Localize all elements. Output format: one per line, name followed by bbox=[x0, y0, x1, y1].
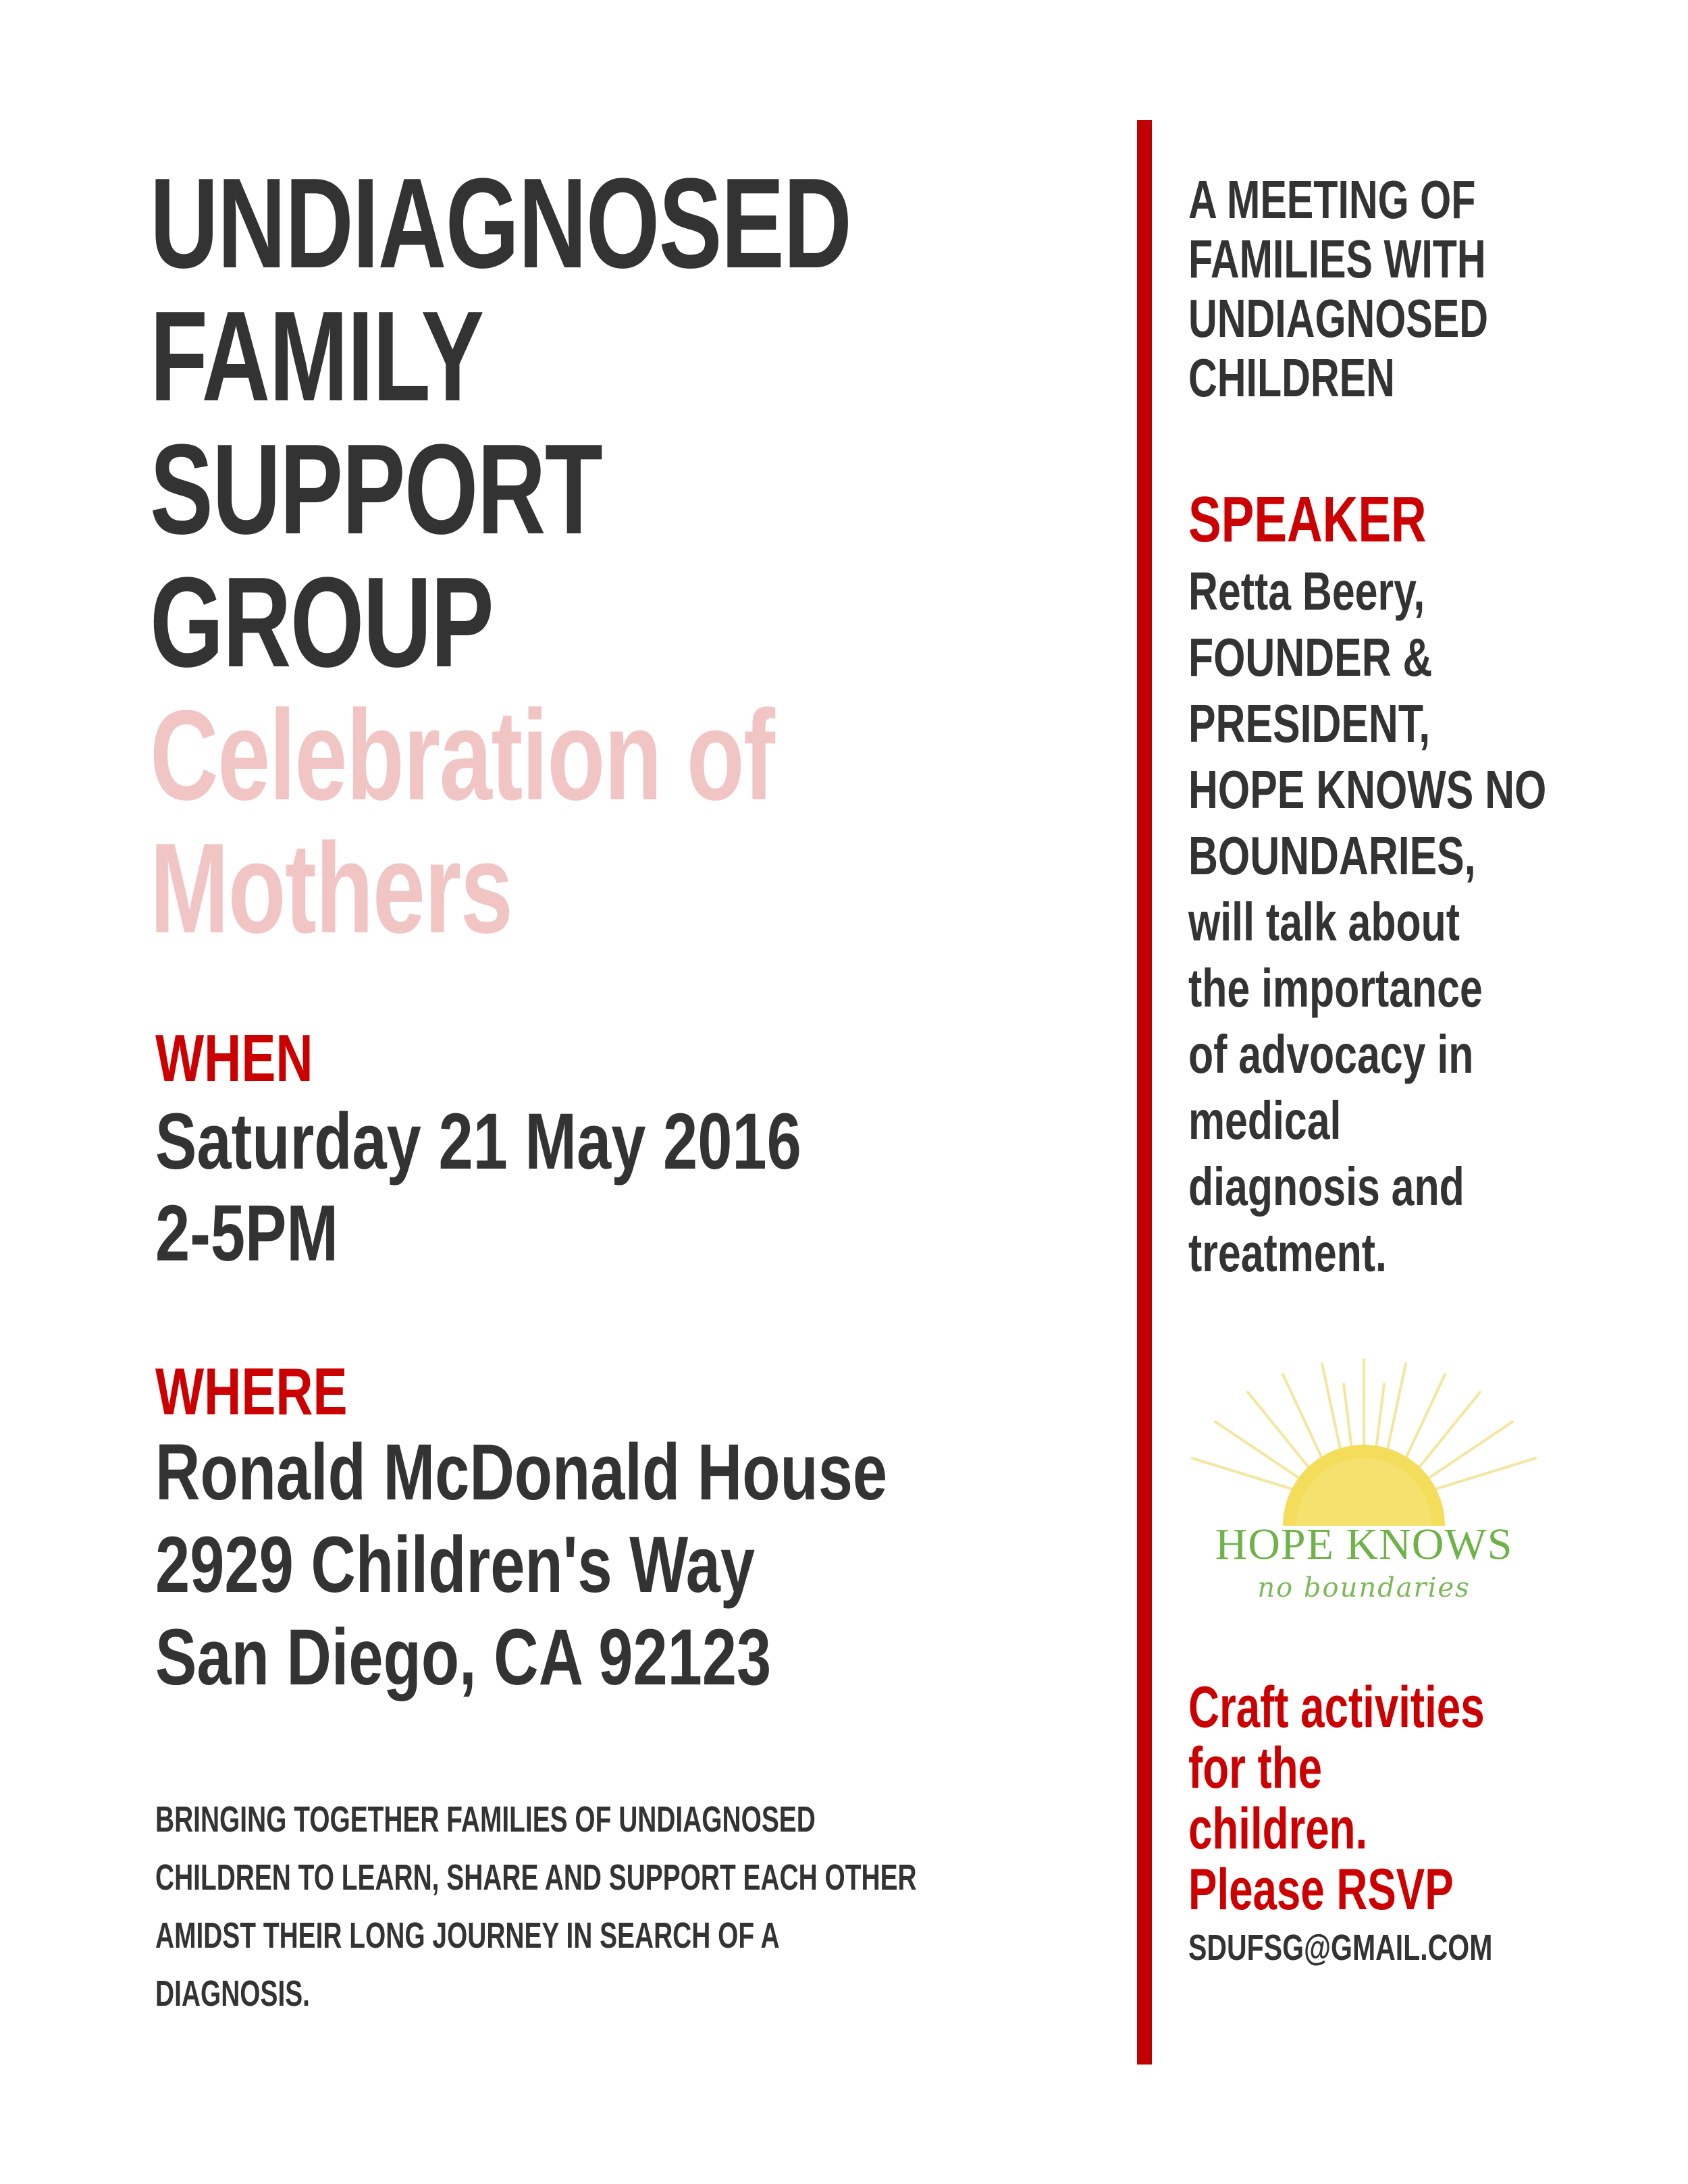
speaker-line: Retta Beery, bbox=[1188, 561, 1425, 621]
event-time: 2-5PM bbox=[155, 1189, 339, 1278]
speaker-line: the importance bbox=[1188, 958, 1483, 1018]
meeting-heading-line: A MEETING OF bbox=[1188, 169, 1476, 230]
speaker-line: will talk about bbox=[1188, 892, 1460, 952]
crafts-line: for the bbox=[1188, 1736, 1322, 1801]
event-date: Saturday 21 May 2016 bbox=[155, 1097, 801, 1186]
speaker-line: PRESIDENT, bbox=[1188, 693, 1431, 753]
subtitle-line: Celebration of bbox=[150, 684, 774, 827]
speaker-line: of advocacy in bbox=[1188, 1024, 1474, 1084]
speaker-line: medical bbox=[1188, 1090, 1342, 1150]
venue-name: Ronald McDonald House bbox=[155, 1428, 888, 1517]
logo-wordmark: HOPE KNOWS bbox=[1215, 1520, 1513, 1569]
where-label: WHERE bbox=[155, 1354, 348, 1429]
title-line: GROUP bbox=[150, 551, 494, 694]
venue-city: San Diego, CA 92123 bbox=[155, 1613, 772, 1702]
description-line: BRINGING TOGETHER FAMILIES OF UNDIAGNOSED bbox=[155, 1799, 816, 1840]
when-label: WHEN bbox=[155, 1021, 313, 1095]
rsvp-email[interactable]: SDUFSG@GMAIL.COM bbox=[1188, 1927, 1493, 1968]
speaker-label: SPEAKER bbox=[1188, 483, 1427, 556]
subtitle-line: Mothers bbox=[150, 817, 512, 960]
description-line: DIAGNOSIS. bbox=[155, 1973, 310, 2014]
hope-knows-logo bbox=[1188, 1357, 1539, 1614]
title-line: FAMILY bbox=[150, 285, 483, 428]
speaker-line: diagnosis and bbox=[1188, 1156, 1465, 1217]
speaker-line: treatment. bbox=[1188, 1223, 1387, 1283]
speaker-line: HOPE KNOWS NO bbox=[1188, 760, 1547, 820]
sunrise-icon bbox=[1188, 1357, 1539, 1526]
title-line: UNDIAGNOSED bbox=[150, 152, 851, 295]
meeting-heading-line: FAMILIES WITH bbox=[1188, 229, 1486, 289]
meeting-heading-line: UNDIAGNOSED bbox=[1188, 288, 1489, 348]
venue-street: 2929 Children's Way bbox=[155, 1520, 756, 1609]
rsvp-line: Please RSVP bbox=[1188, 1857, 1454, 1922]
title-line: SUPPORT bbox=[150, 418, 602, 561]
description-line: CHILDREN TO LEARN, SHARE AND SUPPORT EACH OTHER bbox=[155, 1857, 917, 1898]
logo-tagline: no boundaries bbox=[1257, 1572, 1471, 1603]
speaker-line: BOUNDARIES, bbox=[1188, 826, 1476, 886]
vertical-divider bbox=[1137, 120, 1152, 2065]
crafts-line: children. bbox=[1188, 1796, 1368, 1861]
meeting-heading-line: CHILDREN bbox=[1188, 348, 1395, 408]
crafts-line: Craft activities bbox=[1188, 1675, 1485, 1740]
description-line: AMIDST THEIR LONG JOURNEY IN SEARCH OF A bbox=[155, 1915, 780, 1956]
speaker-line: FOUNDER & bbox=[1188, 627, 1433, 687]
